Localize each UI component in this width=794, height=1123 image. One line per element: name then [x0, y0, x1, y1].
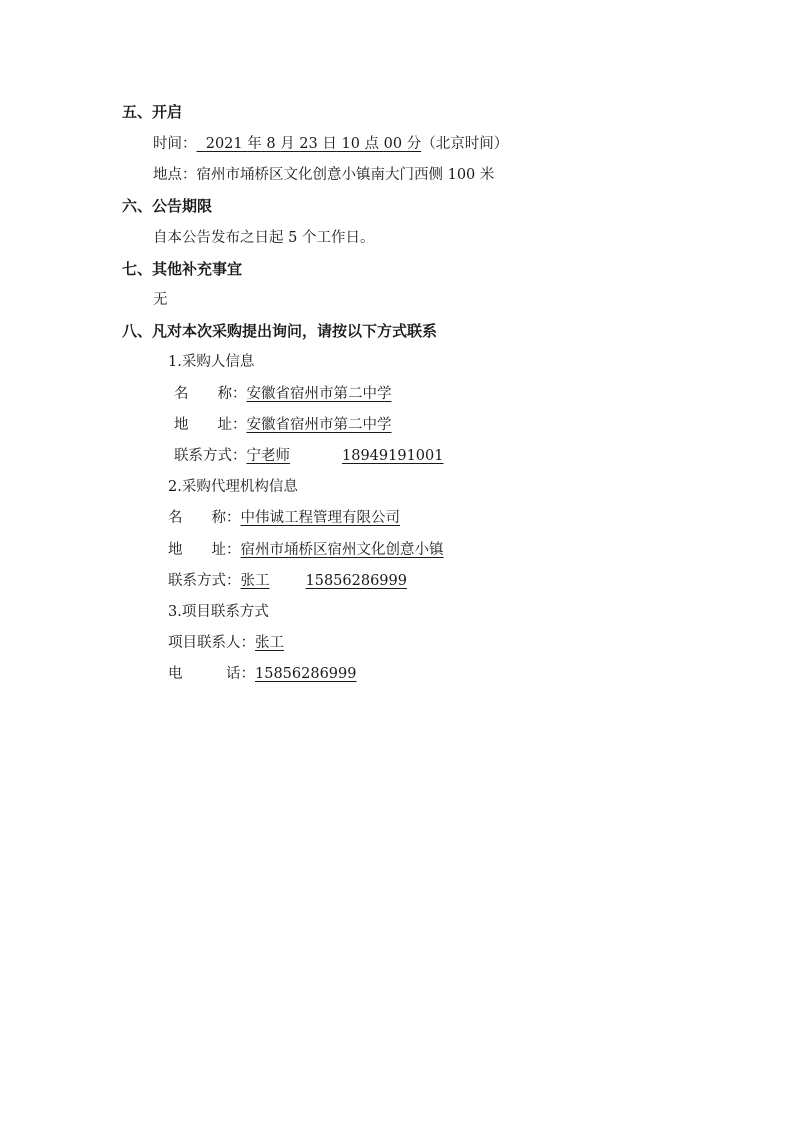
- agency-contact-person: 张工: [240, 573, 270, 589]
- purchaser-name-label: 名 称：: [174, 386, 247, 402]
- purchaser-contact-row: [174, 446, 443, 466]
- project-phone-label: 电 话：: [168, 666, 255, 682]
- purchaser-contact-person: 宁老师: [246, 448, 290, 464]
- time-hour-unit: 点: [364, 136, 380, 152]
- agency-address-label: 地 址：: [168, 542, 241, 558]
- project-person-value: 张工: [255, 635, 284, 651]
- project-person-label: 项目联系人：: [168, 635, 255, 651]
- purchaser-address-value: 安徽省宿州市第二中学: [246, 417, 392, 433]
- time-value: [197, 136, 422, 152]
- purchaser-address-row: [174, 415, 392, 435]
- time-day: 23: [299, 136, 318, 152]
- purchaser-address-label: 地 址：: [174, 417, 247, 433]
- agency-contact-label: 联系方式：: [168, 573, 241, 589]
- project-contact-title: 3.项目联系方式: [168, 604, 269, 620]
- purchaser-contact-value: [247, 448, 444, 464]
- purchaser-name-value: 安徽省宿州市第二中学: [246, 386, 392, 402]
- agency-contact-value: [241, 573, 407, 589]
- purchaser-contact-label: 联系方式：: [174, 448, 247, 464]
- purchaser-title: 1.采购人信息: [168, 354, 255, 370]
- time-day-unit: 日: [322, 136, 337, 152]
- agency-contact-phone: 15856286999: [305, 573, 407, 589]
- agency-address-value: 宿州市埇桥区宿州文化创意小镇: [240, 542, 444, 558]
- section-8-heading: 八、凡对本次采购提出询问，请按以下方式联系: [122, 322, 438, 340]
- purchaser-contact-phone: 18949191001: [342, 448, 444, 464]
- purchaser-name-row: [174, 384, 392, 404]
- agency-name-value: 中伟诚工程管理有限公司: [240, 510, 400, 526]
- time-label: 时间：: [153, 136, 197, 152]
- agency-name-label: 名 称：: [168, 510, 241, 526]
- project-phone-value: 15856286999: [255, 666, 357, 682]
- section-6-heading: 六、公告期限: [122, 197, 213, 215]
- time-hour: 10: [341, 136, 360, 152]
- agency-title: 2.采购代理机构信息: [168, 479, 298, 495]
- time-minute-unit: 分: [406, 136, 422, 152]
- time-zone: （北京时间）: [421, 136, 509, 152]
- notice-period-text: 自本公告发布之日起 5 个工作日。: [153, 230, 375, 246]
- time-year: 2021: [205, 136, 243, 152]
- supplement-text: 无: [153, 292, 168, 308]
- time-month-unit: 月: [280, 136, 295, 152]
- time-minute: 00: [383, 136, 403, 152]
- time-year-unit: 年: [247, 136, 262, 152]
- project-phone-row: [168, 664, 356, 684]
- agency-contact-row: [168, 571, 407, 591]
- agency-address-row: [168, 540, 444, 560]
- section-5-heading: 五、开启: [122, 103, 183, 121]
- opening-place: 地点：宿州市埇桥区文化创意小镇南大门西侧 100 米: [153, 167, 495, 183]
- opening-time: [153, 134, 508, 154]
- section-7-heading: 七、其他补充事宜: [122, 260, 243, 278]
- project-person-row: [168, 633, 284, 653]
- time-month: 8: [266, 136, 276, 152]
- agency-name-row: [168, 508, 400, 528]
